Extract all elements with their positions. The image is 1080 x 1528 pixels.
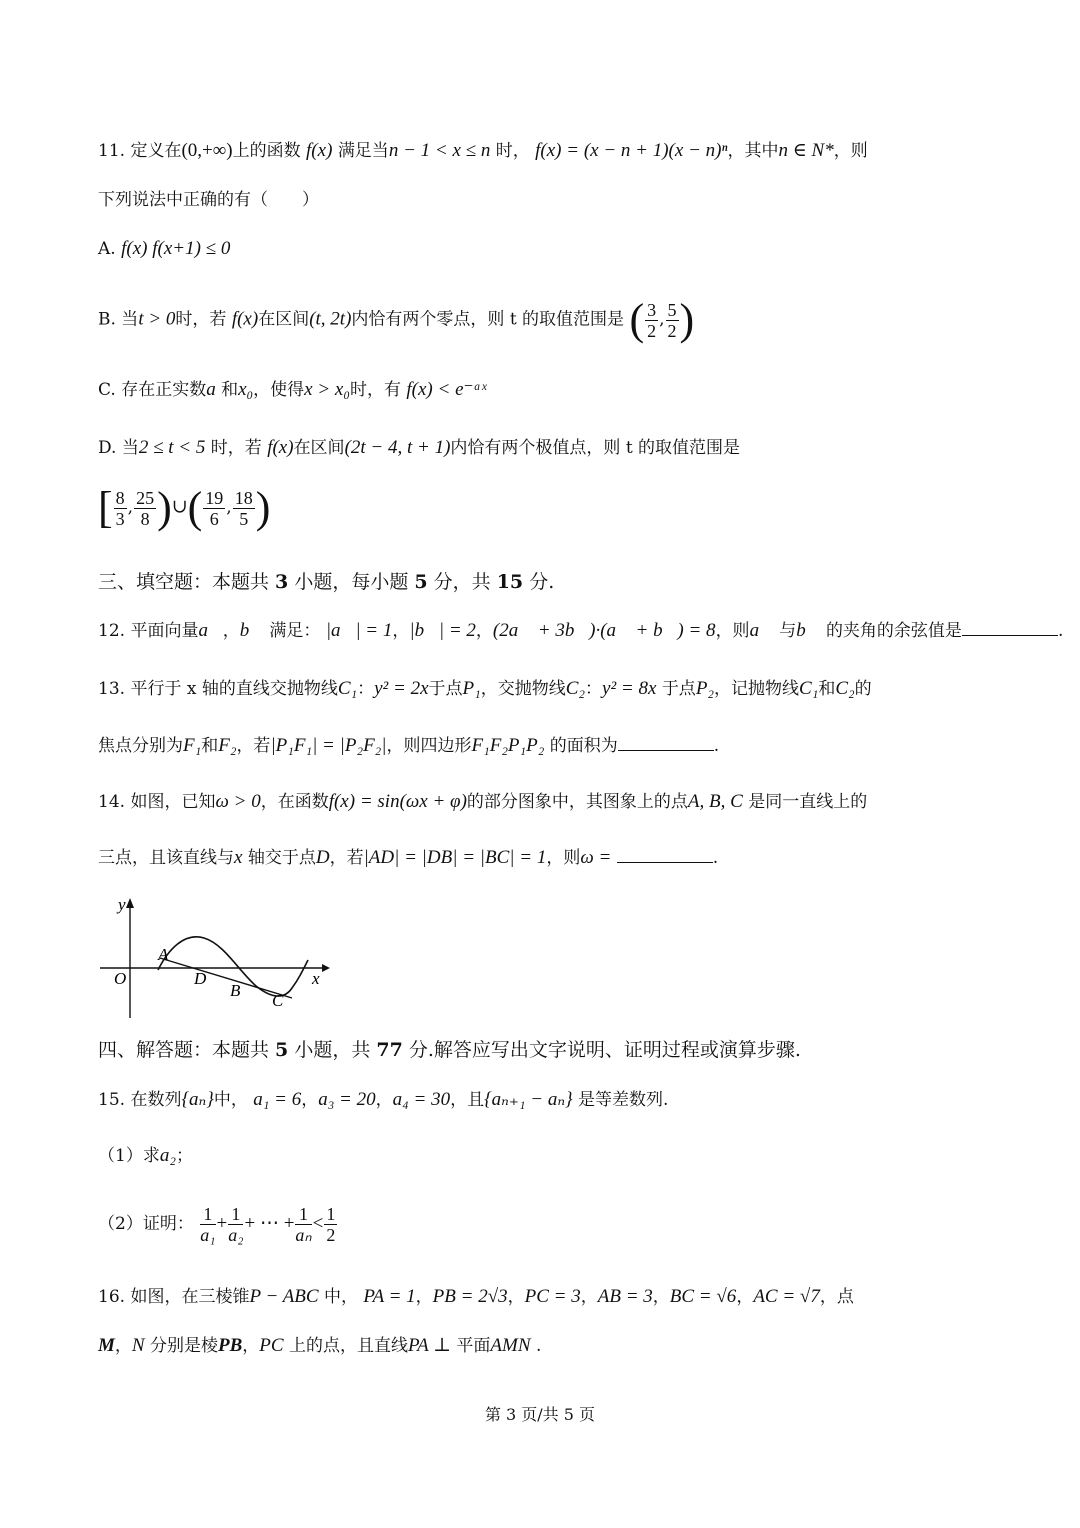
page-number: 第 3 页/共 5 页 bbox=[484, 1405, 596, 1424]
fraction: $\frac{18}{5}$ bbox=[234, 487, 253, 529]
point-b-label: B bbox=[230, 981, 241, 1000]
answer-blank bbox=[617, 846, 713, 863]
q11-stem-line2: 下列说法中正确的有（ ） bbox=[98, 190, 319, 210]
section-3-heading: 三、填空题：本题共 3 小题，每小题 5 分，共 15 分. bbox=[98, 571, 555, 593]
point-d-label: D bbox=[194, 969, 207, 988]
q14-stem-line1: 14. 如图，已知ω > 0，在函数f(x) = sin(ωx + φ)的部分图象中，其图象上的点A, B, C 是同一直线上的 bbox=[98, 791, 868, 812]
x-axis-label: x bbox=[312, 969, 320, 988]
fraction: $\frac{1}{2}$ bbox=[326, 1204, 336, 1245]
fraction: $\frac{3}{2}$ bbox=[647, 299, 657, 341]
q14-stem-line2: 三点，且该直线与x 轴交于点D，若|AD| = |DB| = |BC| = 1，则ω = . bbox=[98, 847, 719, 868]
q11-option-b: B. 当t > 0时，若 f(x)在区间(t, 2t)内恰有两个零点，则 t 的取值范围是 ( $\frac{3}{2}$ , $\frac{5}{2}$ ) bbox=[98, 295, 695, 344]
y-axis-label: y bbox=[118, 895, 126, 914]
q11-stem-line1: 11. 定义在(0,+∞)上的函数 f(x) 满足当n − 1 < x ≤ n 时， f(x) = (x − n + 1)(x − n)ⁿ，其中n ∈ N*，则 bbox=[98, 140, 868, 161]
y-axis-arrow bbox=[126, 898, 134, 908]
answer-blank bbox=[618, 734, 714, 751]
fraction: $\frac{5}{2}$ bbox=[667, 299, 677, 341]
q15-stem: 15. 在数列{aₙ}中， a₁ = 6，a₃ = 20，a₄ = 30，且{aₙ₊₁ − aₙ} 是等差数列. bbox=[98, 1089, 669, 1110]
q16-stem-line2: M，N 分别是棱PB，PC 上的点，且直线PA ⊥ 平面AMN . bbox=[98, 1335, 542, 1356]
section-4-heading: 四、解答题：本题共 5 小题，共 77 分.解答应写出文字说明、证明过程或演算步骤. bbox=[98, 1039, 801, 1061]
answer-blank bbox=[962, 619, 1058, 636]
q16-stem-line1: 16. 如图，在三棱锥P − ABC 中， PA = 1，PB = 2√3，PC = 3，AB = 3，BC = √6，AC = √7，点 bbox=[98, 1286, 854, 1307]
q15-part-2: （2）证明： $\frac{1}{\text{a₁}}$ + $\frac{1}{\text{a₂}}$ + ⋯ + $\frac{1}{\text{aₙ}}$ < $\frac{1}{2}$ bbox=[98, 1204, 336, 1245]
q12-stem: 12. 平面向量a⃗，b⃗ 满足： |a⃗| = 1，|b⃗| = 2，(2a⃗ + 3b⃗)·(a⃗ + b⃗) = 8，则a⃗ 与b⃗ 的夹角的余弦值是 . bbox=[98, 620, 1064, 641]
origin-label: O bbox=[114, 969, 127, 988]
q11-option-d-answer: [ $\frac{8}{3}$ , $\frac{25}{8}$ )∪( $\frac{19}{6}$ , $\frac{18}{5}$ ) bbox=[98, 483, 271, 532]
q11-option-a: A. f(x) f(x+1) ≤ 0 bbox=[98, 238, 231, 259]
point-c-label: C bbox=[272, 991, 284, 1010]
q13-stem-line1: 13. 平行于 x 轴的直线交抛物线C₁：y² = 2x于点P₁，交抛物线C₂：y² = 8x 于点P₂，记抛物线C₁和C₂的 bbox=[98, 678, 872, 699]
q14-sine-graph bbox=[96, 892, 336, 1022]
fraction: $\frac{1}{\text{a₂}}$ bbox=[228, 1204, 244, 1245]
x-axis-arrow bbox=[322, 964, 330, 972]
fraction: $\frac{8}{3}$ bbox=[115, 487, 125, 529]
q11-option-c: C. 存在正实数a 和x₀，使得x > x₀时，有 f(x) < e⁻ᵃˣ bbox=[98, 379, 487, 400]
fraction: $\frac{19}{6}$ bbox=[205, 487, 224, 529]
fraction: $\frac{25}{8}$ bbox=[136, 487, 155, 529]
q11-option-d: D. 当2 ≤ t < 5 时，若 f(x)在区间(2t − 4, t + 1)内恰有两个极值点，则 t 的取值范围是 bbox=[98, 437, 741, 458]
q13-stem-line2: 焦点分别为F₁和F₂，若|P₁F₁| = |P₂F₂|，则四边形F₁F₂P₁P₂ 的面积为 . bbox=[98, 735, 720, 756]
fraction: $\frac{1}{\text{aₙ}}$ bbox=[295, 1204, 312, 1245]
q15-part-1: （1）求a₂； bbox=[98, 1145, 193, 1166]
fraction: $\frac{1}{\text{a₁}}$ bbox=[200, 1204, 216, 1245]
point-a-label: A bbox=[158, 945, 169, 964]
